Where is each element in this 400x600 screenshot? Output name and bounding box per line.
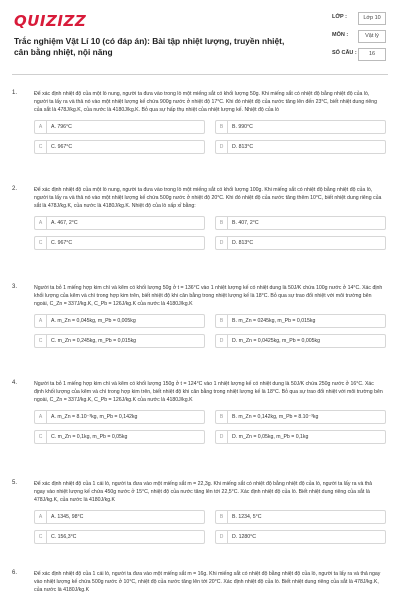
answer-option-b[interactable] [215,120,386,134]
option-letter: C [35,237,47,249]
answer-options [34,120,386,154]
answer-option-c[interactable] [34,334,205,348]
answer-option-b[interactable] [215,510,386,524]
option-letter: D [216,141,228,153]
answer-option-b[interactable] [215,314,386,328]
option-letter: D [216,431,228,443]
option-text: C. 967°C [51,144,73,150]
answer-option-d[interactable] [215,430,386,444]
option-text: A. m_Zn = 8.10⁻³kg, m_Pb = 0,142kg [51,414,138,420]
option-letter: A [35,411,47,423]
option-letter: D [216,237,228,249]
answer-option-d[interactable] [215,140,386,154]
worksheet-header [14,12,392,70]
meta-key: SỐ CÂU : [332,50,357,56]
answer-options [34,314,386,348]
option-text: B. m_Zn = 0245kg, m_Pb = 0,015kg [232,318,316,324]
option-letter: A [35,511,47,523]
option-letter: A [35,217,47,229]
option-text: C. m_Zn = 0,1kg, m_Pb = 0,05kg [51,434,128,440]
question-number: 1. [12,90,18,96]
question-4 [12,380,388,444]
option-text: D. m_Zn = 0,0425kg, m_Pb = 0,005kg [232,338,320,344]
answer-option-a[interactable] [34,410,205,424]
question-1 [12,90,388,154]
answer-option-a[interactable] [34,120,205,134]
question-2 [12,186,388,250]
worksheet-title: Trắc nghiệm Vật Lí 10 (có đáp án): Bài tập nhiệt lượng, truyền nhiệt, cân bằng nhiệt, nội năng [14,36,285,57]
meta-value: Vật lý [358,30,386,43]
option-letter: C [35,335,47,347]
option-text: A. 467, 2°C [51,220,78,226]
option-letter: C [35,531,47,543]
answer-option-c[interactable] [34,236,205,250]
question-text: Người ta bỏ 1 miếng hợp kim chì và kẽm có khối lượng 150g ở t = 124°C vào 1 nhiệt lượng kế có nhiệt dung là 50J/K chứa 250g nước ở 16°C. Xác định khối lượng của kẽm và chì trong hợp kim trên, biết nhiệt độ khi cân bằng trong nhiệt lượng kế là 18°C. Bỏ qua sự trao đổi nhiệt với môi trường bên ngoài, C_Zn = 337J/kg.K, C_Pb = 126J/kg.K của nước là 4180J/kg.K [34,381,383,403]
option-letter: B [216,511,228,523]
question-3 [12,284,388,348]
answer-option-d[interactable] [215,334,386,348]
meta-row-count [332,48,396,61]
question-text: Để xác định nhiệt độ của 1 cái lò, người ta đưa vào một miếng sắt m = 22,3g. Khi miếng sắt có nhiệt độ bằng nhiệt độ của lò, người ta lấy ra và thả ngay vào nhiệt lượng kế chứa 450g nước ở 15°C, nhiệt độ của nước tăng lên tới 22,5°C. Xác định nhiệt độ của lò. Biết nhiệt dung riêng của sắt là 478J/kg.K, của nước là 4180J/kg.K [34,481,373,503]
question-number: 3. [12,284,18,290]
question-number: 2. [12,186,18,192]
question-6 [12,570,388,594]
option-text: A. 1345, 98°C [51,514,84,520]
option-letter: B [216,217,228,229]
option-text: B. 990°C [232,124,253,130]
option-text: A. m_Zn = 0,045kg, m_Pb = 0,005kg [51,318,136,324]
option-text: C. 967°C [51,240,73,246]
option-text: B. m_Zn = 0,142kg, m_Pb = 8.10⁻³kg [232,414,319,420]
question-number: 5. [12,480,18,486]
question-text: Để xác định nhiệt độ của một lò nung, người ta đưa vào trong lò một miếng sắt có khối lượng 50g. Khi miếng sắt có nhiệt độ bằng nhiệt độ của lò, người ta lấy ra và thả nó vào một nhiệt lượng kế chứa 900g nước ở nhiệt độ 17°C. Khi đó nhiệt độ của nước tăng lên đến 23°C, biết nhiệt dung riêng của sắt là 478J/kg.K, của nước là 4180J/kg.K. Bỏ qua sự hấp thụ nhiệt của nhiệt lượng kế. Nhiệt độ của lò [34,91,378,113]
option-text: B. 1234, 5°C [232,514,262,520]
option-letter: B [216,315,228,327]
question-text: Người ta bỏ 1 miếng hợp kim chì và kẽm có khối lượng 50g ở t = 136°C vào 1 nhiệt lượng kế có nhiệt dung là 50J/K chứa 100g nước ở 14°C. Xác định khối lượng của kẽm và chì trong hợp kim trên, biết nhiệt độ khi cân bằng trong nhiệt lượng kế là 18°C. Bỏ qua sự trao đổi nhiệt với môi trường bên ngoài, C_Zn = 337J/kg.K, C_Pb = 126J/kg.K của nước là 4180J/kg.K [34,285,383,307]
option-text: D. m_Zn = 0,05kg, m_Pb = 0,1kg [232,434,309,440]
option-text: D. 1280°C [232,534,256,540]
meta-value: 16 [358,48,386,61]
option-letter: C [35,141,47,153]
answer-options [34,216,386,250]
quizizz-logo: QUIZIZZ [14,12,87,30]
answer-option-a[interactable] [34,510,205,524]
option-text: B. 407, 2°C [232,220,259,226]
answer-option-a[interactable] [34,314,205,328]
option-letter: C [35,431,47,443]
question-number: 6. [12,570,18,576]
meta-key: LỚP : [332,14,347,20]
option-text: C. m_Zn = 0,245kg, m_Pb = 0,015kg [51,338,137,344]
answer-option-c[interactable] [34,140,205,154]
answer-option-d[interactable] [215,530,386,544]
option-text: A. 796°C [51,124,72,130]
answer-option-b[interactable] [215,216,386,230]
question-text: Để xác định nhiệt độ của một lò nung, người ta đưa vào trong lò một miếng sắt có khối lượng 100g. Khi miếng sắt có nhiệt độ bằng nhiệt độ của lò, người ta lấy ra và thả nó vào một nhiệt lượng kế chứa 500g nước ở nhiệt độ 20°C. Khi đó nhiệt độ của nước tăng thêm 10°C, biết nhiệt dung riêng của sắt là 478J/kg.K, của nước là 4180J/kg.K. Nhiệt độ của lò xấp xỉ bằng: [34,187,382,209]
meta-key: MÔN : [332,32,349,38]
option-letter: B [216,121,228,133]
option-letter: A [35,315,47,327]
answer-option-a[interactable] [34,216,205,230]
option-letter: D [216,531,228,543]
question-number: 4. [12,380,18,386]
answer-options [34,510,386,544]
question-text: Để xác định nhiệt độ của 1 cái lò, người ta đưa vào một miếng sắt m = 16g. Khi miếng sắt có nhiệt độ bằng nhiệt độ của lò, người ta lấy ra và thả ngay vào nhiệt lượng kế chứa 500g nước ở 10°C, nhiệt độ của nước tăng lên tới 20°C. Xác định nhiệt độ của lò. Biết nhiệt dung riêng của sắt là 478J/kg.K, của nước là 4180J/kg.K [34,571,381,593]
answer-options [34,410,386,444]
meta-row-subject [332,30,396,43]
header-divider [12,74,388,75]
meta-value: Lớp 10 [358,12,386,25]
answer-option-c[interactable] [34,430,205,444]
meta-row-grade [332,12,396,25]
question-5 [12,480,388,544]
answer-option-b[interactable] [215,410,386,424]
answer-option-d[interactable] [215,236,386,250]
option-letter: A [35,121,47,133]
option-text: D. 813°C [232,240,254,246]
option-text: C. 156,3°C [51,534,77,540]
option-text: D. 813°C [232,144,254,150]
worksheet-meta [332,12,396,66]
option-letter: B [216,411,228,423]
option-letter: D [216,335,228,347]
answer-option-c[interactable] [34,530,205,544]
